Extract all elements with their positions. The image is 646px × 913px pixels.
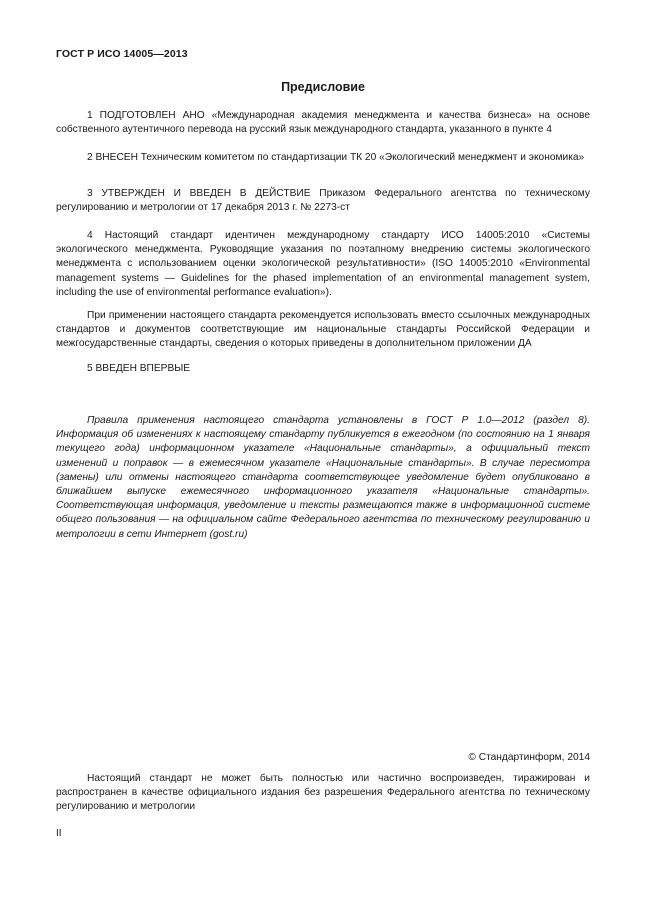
standard-code-header: ГОСТ Р ИСО 14005—2013 [56, 48, 188, 60]
preface-item-4: 4 Настоящий стандарт идентичен международному стандарту ИСО 14005:2010 «Системы экологического менеджмента. Руководящие указания по поэтапному внедрению системы экологического менеджмента с использованием оценки экологической результативности» (ISO 14005:2010 «Environmental management systems — Guidelines for the phased implementation of an environmental management system, including the use of environmental performance evaluation»). [56, 230, 590, 298]
preface-item-2: 2 ВНЕСЕН Техническим комитетом по стандартизации ТК 20 «Экологический менеджмент и экономика» [87, 152, 585, 163]
reproduction-notice: Настоящий стандарт не может быть полностью или частично воспроизведен, тиражирован и распространен в качестве официального издания без разрешения Федерального агентства по техническому регулированию и метрологии [56, 773, 590, 813]
reference-standards-note: При применении настоящего стандарта рекомендуется использовать вместо ссылочных международных стандартов и документов соответствующие им национальные стандарты Российской Федерации и межгосударственные стандарты, сведения о которых приведены в дополнительном приложении ДА [56, 310, 590, 350]
preface-title: Предисловие [281, 80, 365, 94]
preface-item-1: 1 ПОДГОТОВЛЕН АНО «Международная академия менеджмента и качества бизнеса» на основе собственного аутентичного перевода на русский язык международного стандарта, указанного в пункте 4 [56, 110, 590, 136]
page-number: II [56, 828, 62, 839]
preface-item-3: 3 УТВЕРЖДЕН И ВВЕДЕН В ДЕЙСТВИЕ Приказом Федерального агентства по техническому регулированию и метрологии от 17 декабря 2013 г. № 2273-ст [56, 188, 590, 214]
rules-of-application-note: Правила применения настоящего стандарта установлены в ГОСТ Р 1.0—2012 (раздел 8). Информация об изменениях к настоящему стандарту публикуется в ежегодном (по состоянию на 1 января текущего года) информационном указателе «Национальные стандарты», а официальный текст изменений и поправок — в ежемесячном указателе «Национальные стандарты». В случае пересмотра (замены) или отмены настоящего стандарта соответствующее уведомление будет опубликовано в ближайшем выпуске ежемесячного информационного указателя «Национальные стандарты». Соответствующая информация, уведомление и тексты размещаются также в информационной системе общего пользования — на официальном сайте Федерального агентства по техническому регулированию и метрологии в сети Интернет (gost.ru) [56, 415, 590, 540]
preface-item-5: 5 ВВЕДЕН ВПЕРВЫЕ [87, 363, 191, 374]
copyright-line: © Стандартинформ, 2014 [468, 752, 590, 763]
